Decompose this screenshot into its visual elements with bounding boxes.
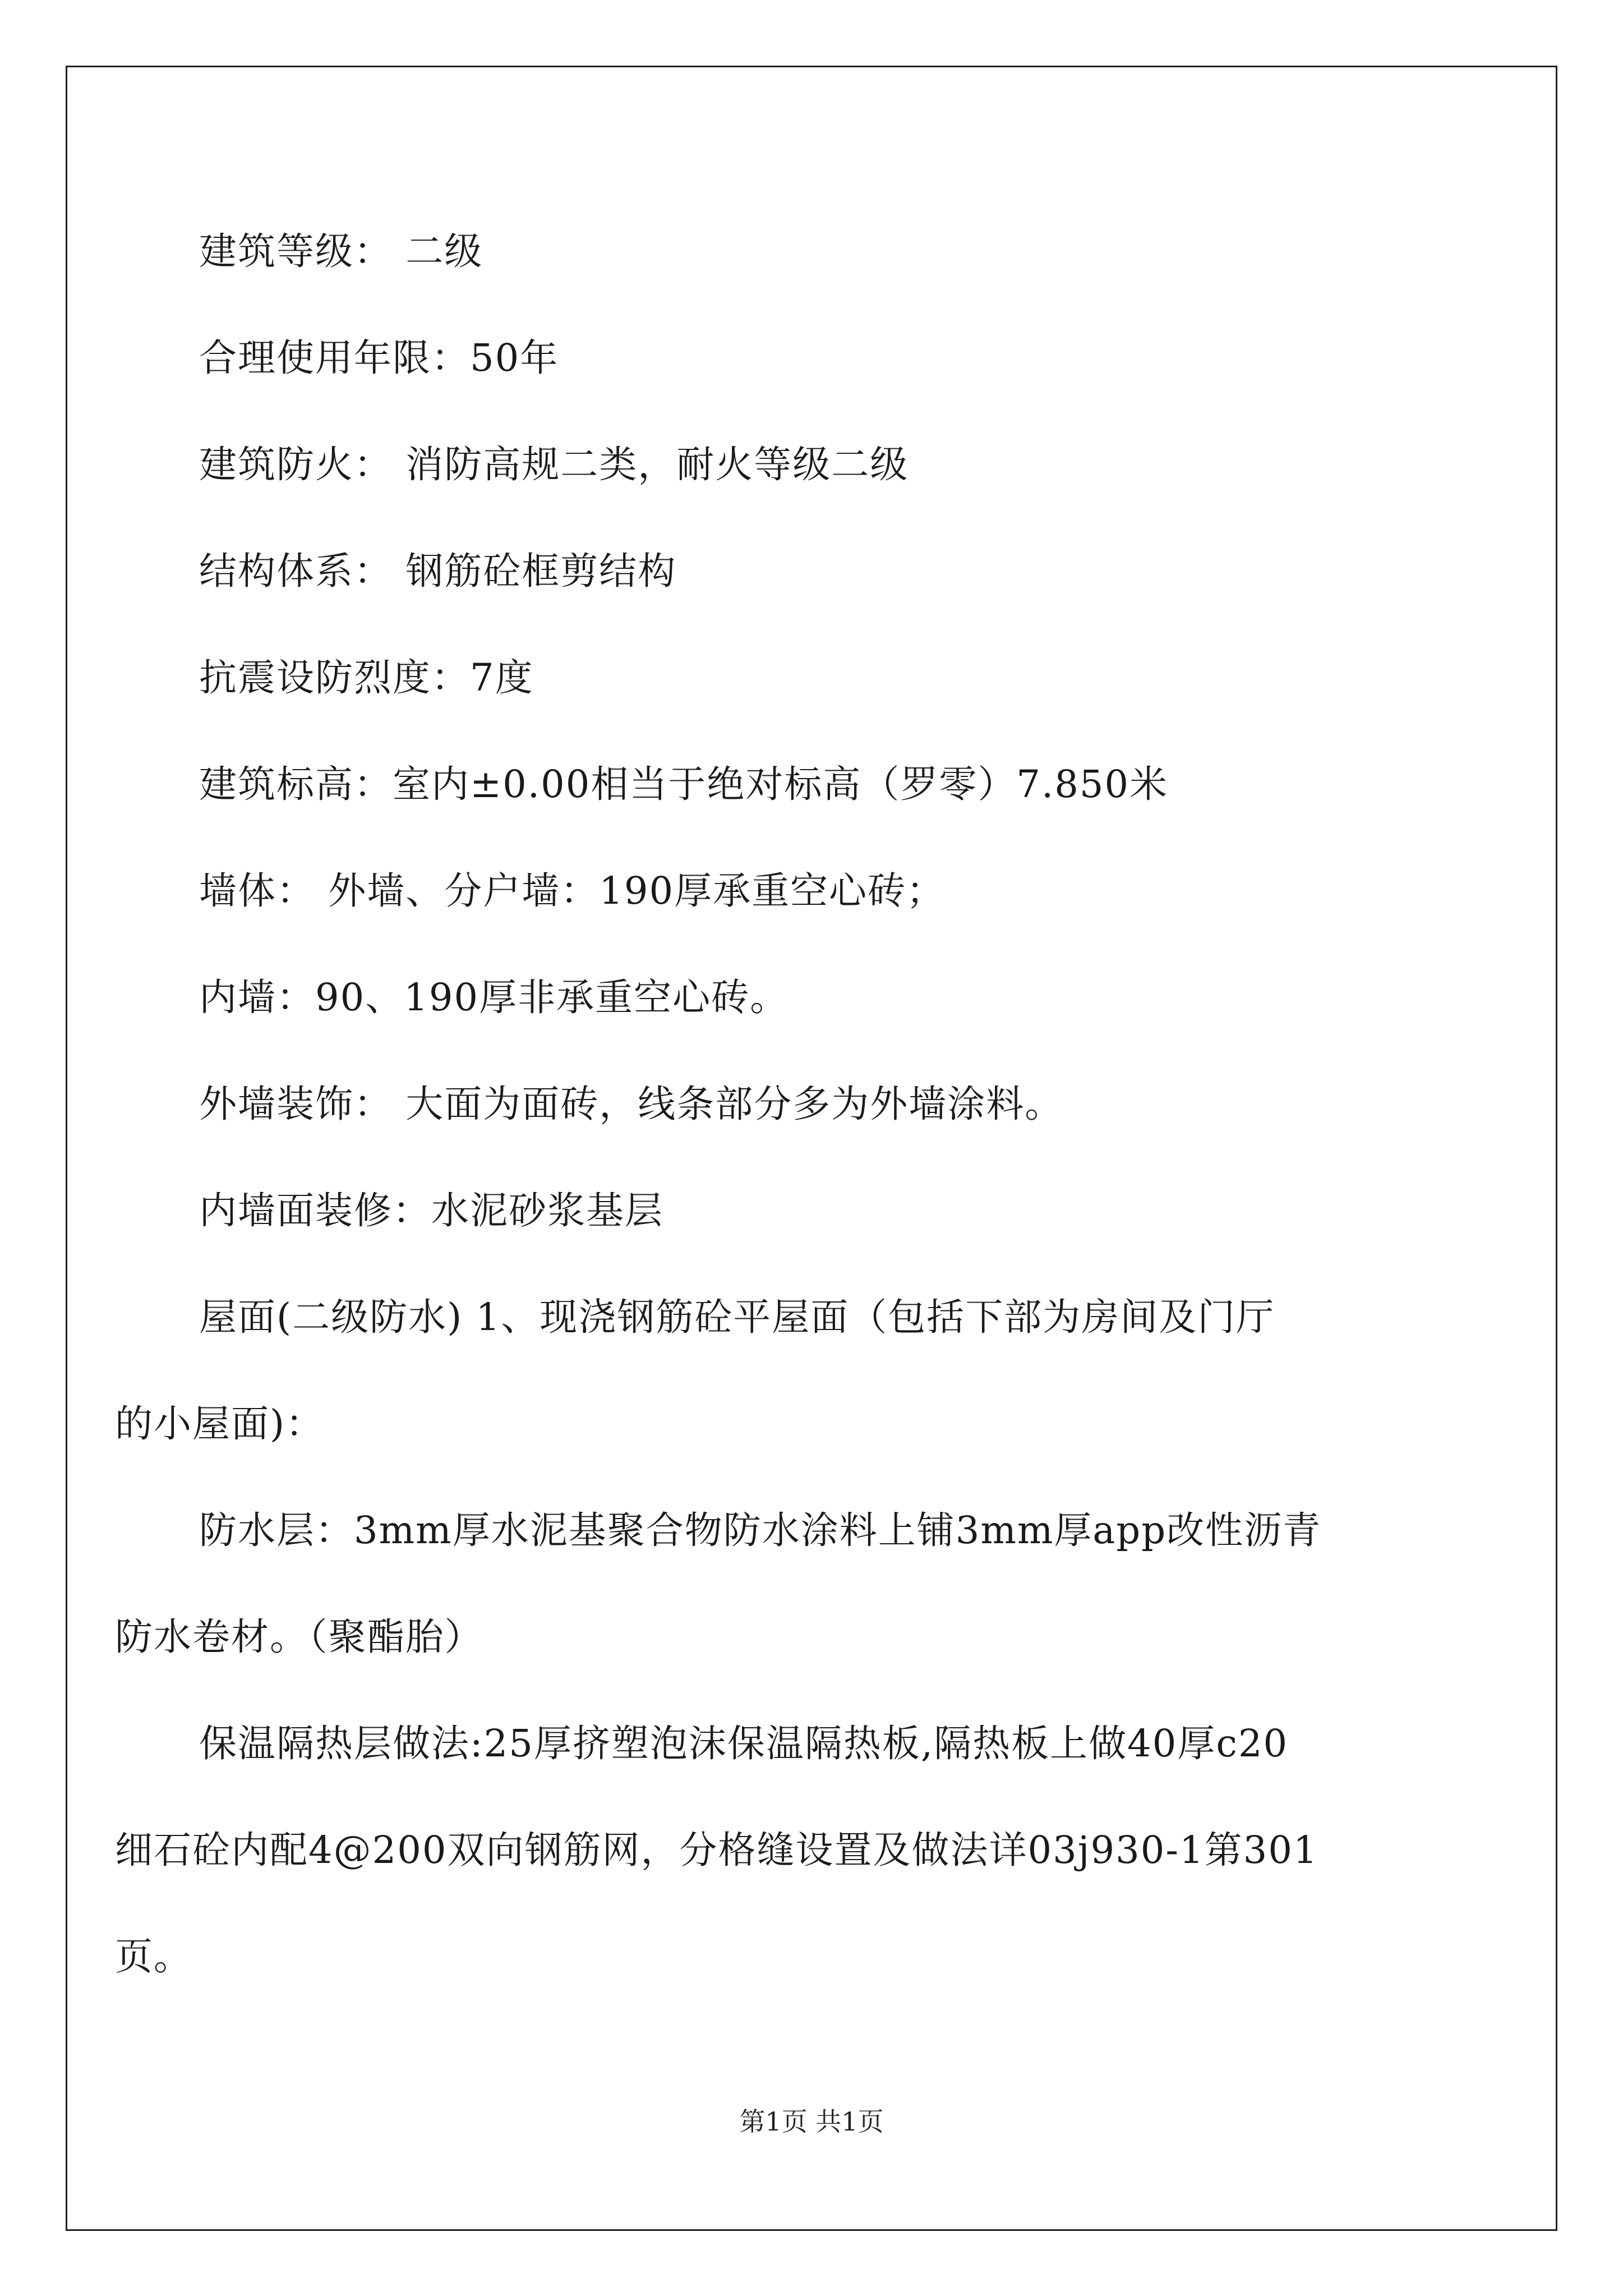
text-line-walls: 墙体： 外墙、分户墙：190厚承重空心砖； — [199, 869, 946, 913]
text-line-insulation: 保温隔热层做法:25厚挤塑泡沫保温隔热板,隔热板上做40厚c20 — [199, 1722, 1289, 1765]
text-line-service-life: 合理使用年限：50年 — [199, 336, 559, 380]
text-line-exterior-finish: 外墙装饰： 大面为面砖，线条部分多为外墙涂料。 — [199, 1082, 1064, 1126]
text-line-insulation-end: 页。 — [115, 1935, 192, 1978]
text-line-seismic-intensity: 抗震设防烈度：7度 — [199, 656, 534, 700]
text-line-roof: 屋面(二级防水) 1、现浇钢筋砼平屋面（包括下部为房间及门厅 — [199, 1295, 1275, 1339]
page-footer: 第1页 共1页 — [739, 2106, 884, 2137]
text-line-insulation-cont: 细石砼内配4@200双向钢筋网，分格缝设置及做法详03j930-1第301 — [115, 1828, 1318, 1872]
text-line-waterproof: 防水层：3mm厚水泥基聚合物防水涂料上铺3mm厚app改性沥青 — [199, 1508, 1322, 1552]
text-line-fire-protection: 建筑防火： 消防高规二类，耐火等级二级 — [199, 443, 909, 486]
page-border — [66, 66, 1557, 2231]
text-line-elevation: 建筑标高：室内±0.00相当于绝对标高（罗零）7.850米 — [199, 762, 1169, 806]
text-line-inner-walls: 内墙：90、190厚非承重空心砖。 — [199, 976, 789, 1019]
text-line-structure-system: 结构体系： 钢筋砼框剪结构 — [199, 549, 677, 593]
text-line-building-grade: 建筑等级： 二级 — [199, 229, 483, 273]
text-line-roof-cont: 的小屋面)： — [115, 1402, 325, 1446]
text-line-interior-finish: 内墙面装修：水泥砂浆基层 — [199, 1189, 663, 1232]
text-line-waterproof-cont: 防水卷材。（聚酯胎） — [115, 1615, 483, 1659]
